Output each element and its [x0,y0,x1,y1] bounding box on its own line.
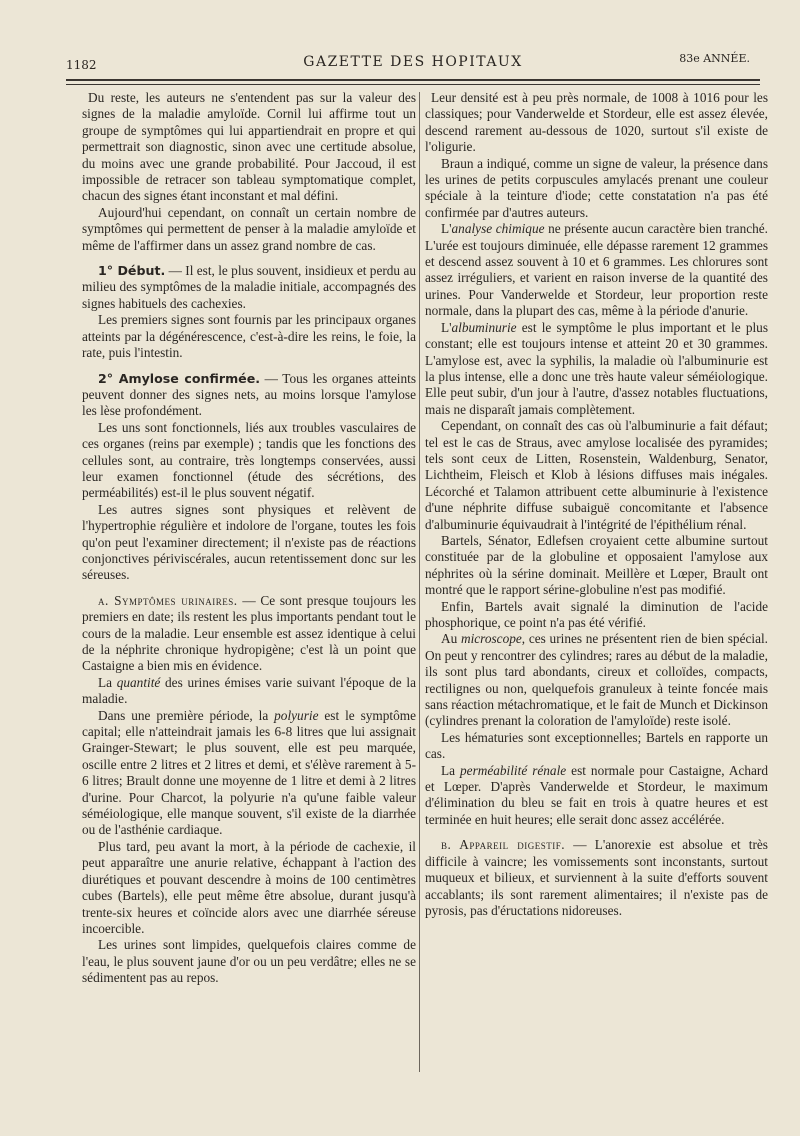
paragraph: La perméabilité rénale est normale pour Castaigne, Achard et Lœper. D'après Vanderwelde et Stordeur, le maximum d'élimination du bleu se fait en trois à quatre heures et est terminée en huit heures; elle serait donc assez accélérée. [425,762,768,827]
paragraph: L'albuminurie est le symptôme le plus important et le plus constant; elle est toujours intense et atteint 20 et 30 grammes. L'amylose est, avec la syphilis, la maladie où l'albuminurie est la plus intense, elle a donc une très haute valeur séméiologique. Elle peut subir, d'un jour à l'autre, d'assez notables fluctuations, mais ne disparaît jamais complètement. [425,319,768,417]
paragraph: Braun a indiqué, comme un signe de valeur, la présence dans les urines de petits corpuscules amylacés prenant une couleur spéciale à la teinture d'iode; cette constatation n'a pas été confirmée par d'autres auteurs. [425,155,768,220]
header-rule-thick [66,79,760,81]
page-header [66,52,760,78]
year-label: 83e ANNÉE. [679,52,750,65]
paragraph: 2° Amylose confirmée. — Tous les organes atteints peuvent donner des signes nets, au moins lorsque l'amylose les lèse profondément. [82,370,416,419]
page-number: 1182 [66,58,97,72]
paragraph: Les premiers signes sont fournis par les principaux organes atteints par la dégénérescence, c'est-à-dire les reins, le foie, la rate, puis l'intestin. [82,312,416,361]
paragraph: Dans une première période, la polyurie est le symptôme capital; elle n'atteindrait jamais les 6-8 litres que lui assignait Grainger-Stewart; le plus souvent, elle est peu marquée, oscille entre 2 litres et 2 litres et demi, et s'élève rarement à 5-6 litres; Brault donne une moyenne de 1 litre et demi à 2 litres d'urine. Pour Charcot, la polyurie n'a qu'une faible valeur séméiologique, elle manque souvent, s'il existe de la diarrhée ou de l'asthénie cardiaque. [82,707,416,838]
section-heading: 2° Amylose confirmée. [98,370,261,386]
paragraph: Bartels, Sénator, Edlefsen croyaient cette albumine surtout constituée par de la globuline et opposaient l'amylose aux néphrites où la sérine dominait. Meillère et Lœper, Brault ont montré que le rapport sérine-globuline n'est pas modifié. [425,532,768,598]
paragraph: Les urines sont limpides, quelquefois claires comme de l'eau, le plus souvent jaune d'or ou un peu verdâtre; elles ne se sédimentent pas au repos. [82,937,416,986]
paragraph: Les autres signes sont physiques et relèvent de l'hypertrophie régulière et indolore de l'organe, toutes les fois qu'on peut l'examiner directement; il n'existe pas de réactions conjonctives périviscérales, aucun retentissement donc sur les séreuses. [82,501,416,583]
paragraph: L'analyse chimique ne présente aucun caractère bien tranché. L'urée est toujours diminuée, elle dépasse rarement 12 grammes et descend assez souvent à 10 et 6 grammes. Les chlorures sont assez irréguliers, et varient en raison inverse de la quantité des urines. Pour Vanderwelde et Stordeur, leur proportion reste normale, dans la plupart des cas, même à la période d'anurie. [425,221,768,319]
paragraph: Leur densité est à peu près normale, de 1008 à 1016 pour les classiques; pour Vanderwelde et Stordeur, elle est assez élevée, descend rarement au-dessous de 1020, surtout s'il existe de l'oligurie. [425,90,768,155]
paragraph: a. Symptômes urinaires. — Ce sont presque toujours les premiers en date; ils restent les plus importants pendant tout le cours de la maladie. Leur ensemble est assez identique à celui de la néphrite chronique hydropigène; c'est là un point que Castaigne a bien mis en évidence. [82,592,417,674]
paragraph: La quantité des urines émises varie suivant l'époque de la maladie. [82,674,416,707]
left-column [82,90,416,987]
paragraph: 1° Début. — Il est, le plus souvent, insidieux et perdu au milieu des symptômes de la maladie initiale, accompagnés des signes habituels des cachexies. [82,263,416,311]
paragraph: Les uns sont fonctionnels, liés aux troubles vasculaires de ces organes (reins par exemple) ; tandis que les fonctions des cellules sont, au contraire, très longtemps conservées, aussi leur examen fonctionnel (étude des sécrétions, des perméabilités) est-il le plus souvent négatif. [82,419,416,501]
right-column [425,90,768,919]
paragraph: Au microscope, ces urines ne présentent rien de bien spécial. On peut y rencontrer des cylindres; rares au début de la maladie, ils sont plus tard abondants, cireux et colloïdes, compacts, rectilignes ou non, quelquefois granuleux à teinte foncée mais sans réaction métachromatique, et le fait de Munch et Dickinson (cylindres prenant la coloration de l'amyloïde) reste isolé. [425,631,768,729]
paragraph: Aujourd'hui cependant, on connaît un certain nombre de symptômes qui permettent de penser à la maladie amyloïde et même de l'affirmer dans un assez grand nombre de cas. [82,204,416,253]
section-heading: a. Symptômes urinaires. [98,592,238,608]
paragraph: Les hématuries sont exceptionnelles; Bartels en rapporte un cas. [425,729,768,762]
section-heading: b. Appareil digestif. [441,837,566,853]
paragraph: Du reste, les auteurs ne s'entendent pas sur la valeur des signes de la maladie amyloïde. Cornil lui affirme tout un groupe de symptômes qui lui appartiendrait en propre et qui permettrait son diagnostic, sinon avec une certitude absolue, du moins avec une grande probabilité. Pour Jaccoud, il est impossible de retracer son tableau symptomatique complet, chacun des signes étant inconstant et mal défini. [82,90,416,204]
column-divider [419,92,420,1072]
header-rule-thin [66,84,760,85]
paragraph: Cependant, on connaît des cas où l'albuminurie a fait défaut; tel est le cas de Straus, avec amylose localisée des pyramides; tels sont ceux de Litten, Rosenstein, Waldenburg, Senator, Lichtheim, Fleisch et Klob à lésions diffuses mais inégales. Lécorché et Talamon attribuent cette albuminurie à l'existence d'une néphrite diffuse subaiguë concomitante et l'absence d'albuminurie équivaudrait à l'intégrité de l'épithélium rénal. [425,418,768,532]
paragraph: Enfin, Bartels avait signalé la diminution de l'acide phosphorique, ce point n'a pas été vérifié. [425,598,768,630]
paragraph: b. Appareil digestif. — L'anorexie est absolue et très difficile à vaincre; les vomissements sont inconstants, surtout muqueux et bilieux, et surviennent à la suite d'efforts souvent accablants; ils sont rarement alimentaires; il n'existe pas de pyrosis, pas d'éructations nidoreuses. [425,837,768,918]
journal-title: GAZETTE DES HOPITAUX [303,54,523,70]
section-heading: 1° Début. [98,263,166,279]
paragraph: Plus tard, peu avant la mort, à la période de cachexie, il peut apparaître une anurie relative, échappant à l'action des diurétiques et pouvant descendre à moins de 100 centimètres cubes (Bartels), elle peut même être absolue, durant jusqu'à trente-six heures et coïncide alors avec une diarrhée séreuse incoercible. [82,838,416,936]
